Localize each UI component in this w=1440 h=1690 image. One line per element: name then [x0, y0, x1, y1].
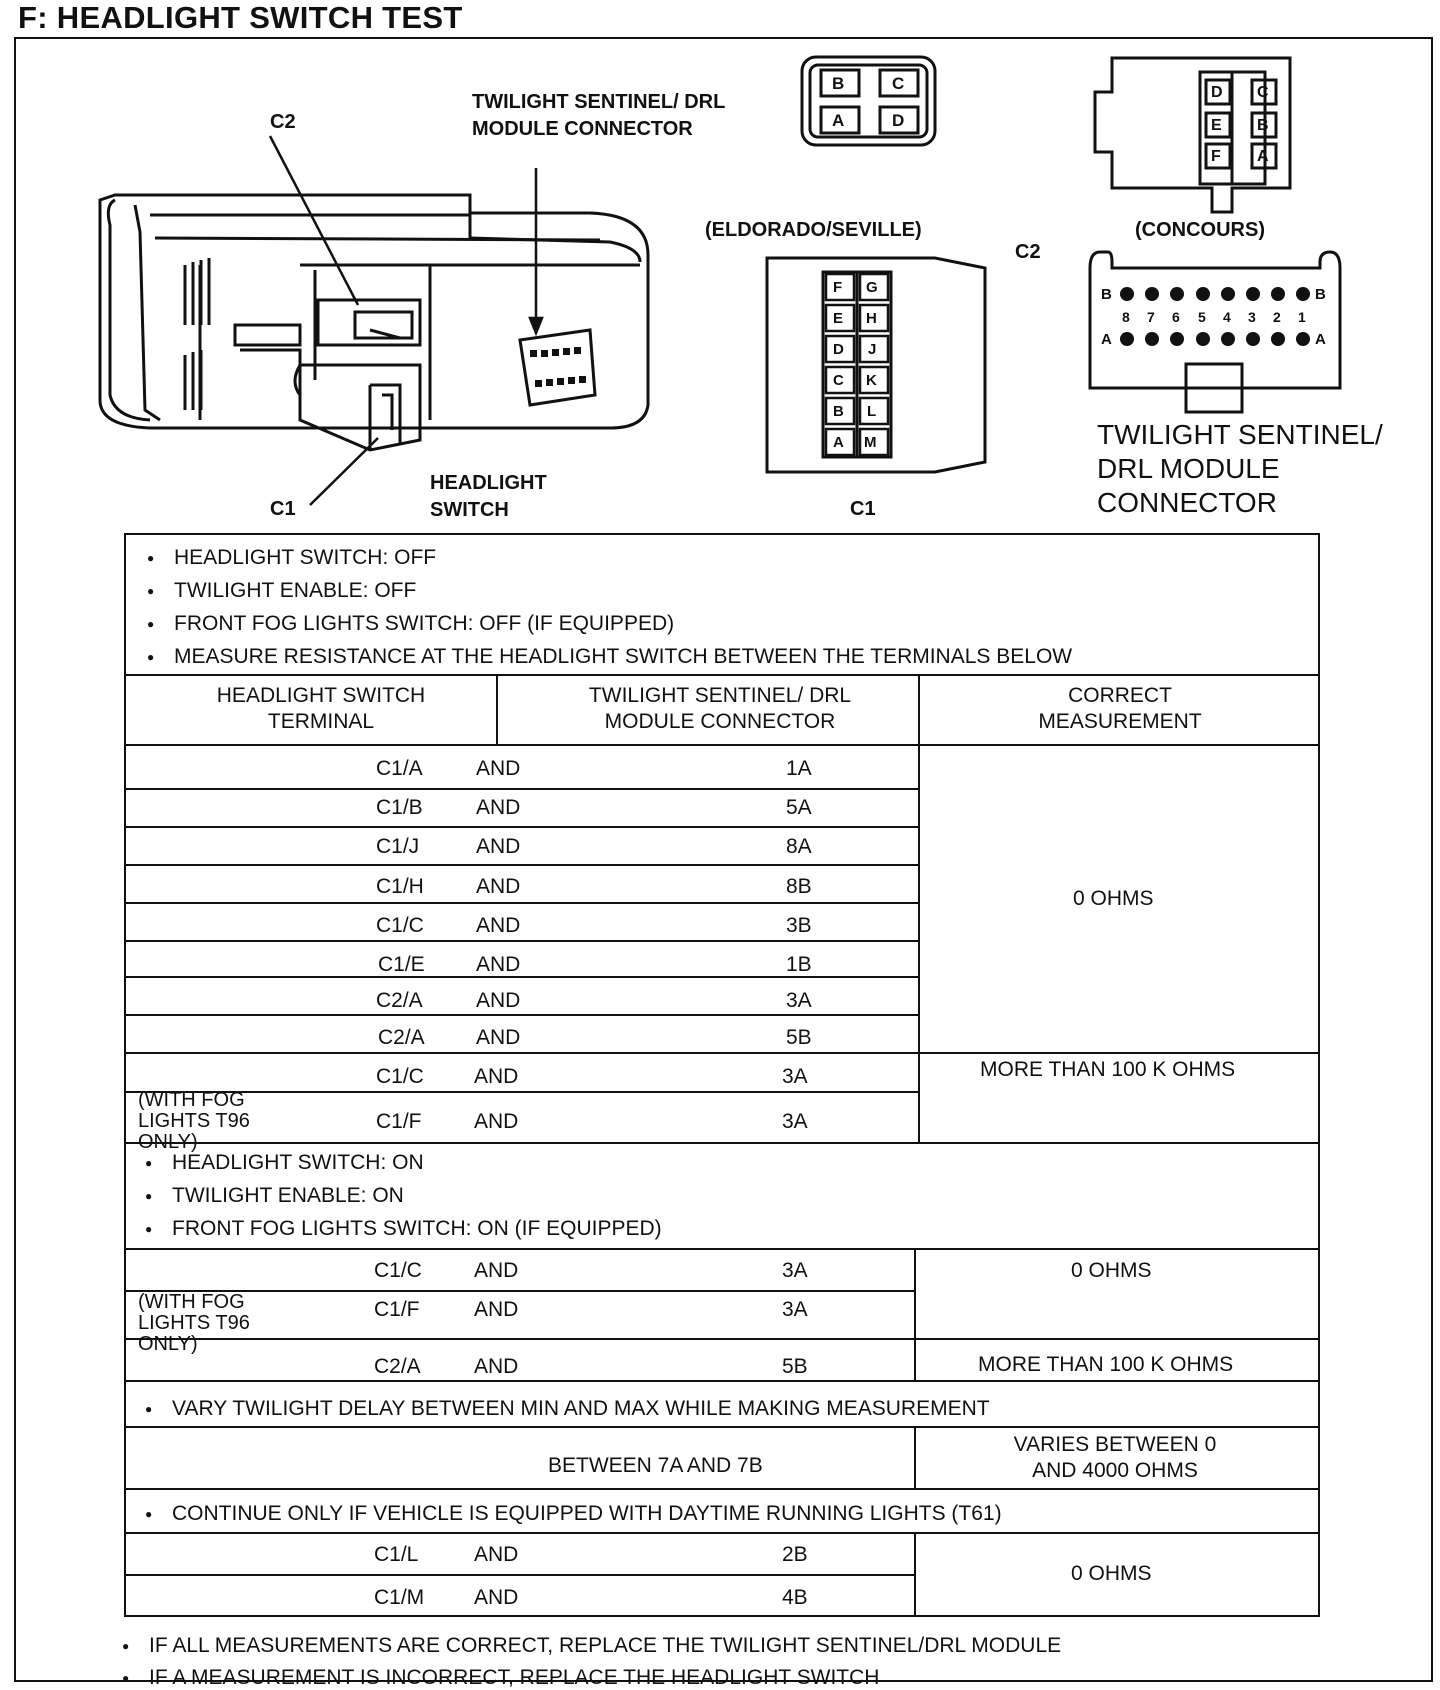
and-label: AND [474, 1355, 519, 1378]
pin-label: G [866, 279, 878, 296]
pin-number: 8 [1122, 309, 1130, 325]
label-eldorado: (ELDORADO/SEVILLE) [705, 219, 922, 241]
terminal-from: C1/F [374, 1298, 420, 1321]
label-c1-connector: C1 [850, 498, 876, 520]
terminal-from: C1/F [376, 1110, 422, 1133]
measurement-result: 0 OHMS [1073, 887, 1154, 910]
terminal-to: 3A [782, 1065, 808, 1088]
terminal-to: 3A [782, 1110, 808, 1133]
column-header: HEADLIGHT SWITCH TERMINAL [216, 684, 426, 733]
label-c2: C2 [270, 111, 296, 133]
pin-label: E [1211, 117, 1222, 134]
condition-bullet: ● MEASURE RESISTANCE AT THE HEADLIGHT SWITCH BETWEEN THE TERMINALS BELOW [174, 645, 1072, 669]
condition-bullet: ● HEADLIGHT SWITCH: OFF [174, 546, 436, 570]
label-module-connector: TWILIGHT SENTINEL/ DRL MODULE CONNECTOR [472, 91, 725, 140]
measurement-result: VARIES BETWEEN 0 AND 4000 OHMS [1013, 1433, 1217, 1482]
terminal-to: 3A [782, 1298, 808, 1321]
pin-label: A [1257, 148, 1269, 165]
and-label: AND [476, 1026, 521, 1049]
and-label: AND [476, 835, 521, 858]
label-c1: C1 [270, 498, 296, 520]
pin-label: F [833, 279, 843, 296]
terminal-to: 8B [786, 875, 812, 898]
pin-label: A [833, 434, 844, 451]
terminal-to: 5B [782, 1355, 808, 1378]
terminal-from: C1/E [378, 953, 425, 976]
terminal-from: C1/C [374, 1259, 422, 1282]
terminal-to: 5A [786, 796, 812, 819]
page-title: F: HEADLIGHT SWITCH TEST [18, 0, 463, 35]
pin-label: B [833, 403, 844, 420]
label-headlight-switch: HEADLIGHT SWITCH [430, 472, 547, 521]
pin-number: 5 [1198, 309, 1206, 325]
pin-row-label: A [1315, 331, 1326, 348]
pin-label: B [1257, 117, 1269, 134]
terminal-from: C1/M [374, 1586, 425, 1609]
pin-label: H [866, 310, 877, 327]
terminal-from: C1/B [376, 796, 423, 819]
and-label: AND [476, 914, 521, 937]
switch-vent-slots [185, 258, 209, 410]
and-label: AND [476, 796, 521, 819]
pin-row-label: B [1101, 286, 1112, 303]
terminal-to: 2B [782, 1543, 808, 1566]
measurement-result: MORE THAN 100 K OHMS [978, 1353, 1234, 1376]
condition-bullet: ● FRONT FOG LIGHTS SWITCH: ON (IF EQUIPPED) [172, 1217, 662, 1241]
footer-instruction: ● IF ALL MEASUREMENTS ARE CORRECT, REPLACE THE TWILIGHT SENTINEL/DRL MODULE [149, 1634, 1061, 1658]
terminal-from: C2/A [376, 989, 423, 1012]
pin-label: B [832, 74, 845, 93]
terminal-to: 8A [786, 835, 812, 858]
terminal-to: 3A [782, 1259, 808, 1282]
terminal-from: C1/L [374, 1543, 419, 1566]
condition-bullet: ● FRONT FOG LIGHTS SWITCH: OFF (IF EQUIPPED) [174, 612, 674, 636]
fog-note: (WITH FOG LIGHTS T96 ONLY) [138, 1291, 250, 1355]
pin-label: C [892, 74, 905, 93]
and-label: AND [474, 1065, 519, 1088]
and-label: AND [474, 1298, 519, 1321]
pin-label: K [866, 372, 877, 389]
condition-bullet: ● CONTINUE ONLY IF VEHICLE IS EQUIPPED WITH DAYTIME RUNNING LIGHTS (T61) [172, 1502, 1002, 1526]
terminal-from: C2/A [378, 1026, 425, 1049]
label-module-connector-big: TWILIGHT SENTINEL/ DRL MODULE CONNECTOR [1097, 419, 1383, 518]
condition-bullet: ● HEADLIGHT SWITCH: ON [172, 1151, 424, 1175]
terminal-to: 1A [786, 757, 812, 780]
measurement-result: MORE THAN 100 K OHMS [980, 1058, 1236, 1081]
fog-note: (WITH FOG LIGHTS T96 ONLY) [138, 1089, 250, 1153]
and-label: AND [474, 1259, 519, 1282]
and-label: AND [476, 953, 521, 976]
pin-label: L [867, 403, 877, 420]
pin-label: D [833, 341, 844, 358]
pin-number: 7 [1147, 309, 1155, 325]
terminal-from: C1/H [376, 875, 424, 898]
pin-row-label: A [1101, 331, 1112, 348]
measurement-result: 0 OHMS [1071, 1259, 1152, 1282]
terminal-to: 3B [786, 914, 812, 937]
terminal-to: 4B [782, 1586, 808, 1609]
pin-row-label: B [1315, 286, 1326, 303]
label-c2-connector: C2 [1015, 241, 1041, 263]
pin-label: C [833, 372, 844, 389]
module-connector-drawing [1090, 252, 1340, 412]
and-label: AND [474, 1110, 519, 1133]
small-connector-drawing [802, 57, 935, 145]
and-label: AND [476, 989, 521, 1012]
column-header: TWILIGHT SENTINEL/ DRL MODULE CONNECTOR [588, 684, 852, 733]
footer-instruction: ● IF A MEASUREMENT IS INCORRECT, REPLACE THE HEADLIGHT SWITCH [149, 1666, 879, 1690]
pin-number: 3 [1248, 309, 1256, 325]
terminal-from: C1/J [376, 835, 420, 858]
terminal-to: 3A [786, 989, 812, 1012]
pin-number: 2 [1273, 309, 1281, 325]
pin-number: 4 [1223, 309, 1231, 325]
pin-number: 6 [1172, 309, 1180, 325]
pin-label: D [892, 111, 905, 130]
pin-label: M [864, 434, 877, 451]
pin-label: D [1211, 84, 1223, 101]
condition-bullet: ● VARY TWILIGHT DELAY BETWEEN MIN AND MAX WHILE MAKING MEASUREMENT [172, 1397, 990, 1421]
terminal-from: C1/C [376, 1065, 424, 1088]
label-concours: (CONCOURS) [1135, 219, 1265, 241]
condition-bullet: ● TWILIGHT ENABLE: ON [172, 1184, 404, 1208]
pin-number: 1 [1298, 309, 1306, 325]
condition-bullet: ● TWILIGHT ENABLE: OFF [174, 579, 416, 603]
pin-label: C [1257, 84, 1269, 101]
pin-label: F [1211, 148, 1221, 165]
column-header: CORRECT MEASUREMENT [1038, 684, 1202, 733]
terminal-to: 5B [786, 1026, 812, 1049]
pin-label: J [868, 341, 877, 358]
terminal-from: C2/A [374, 1355, 421, 1378]
module-pin-dots [530, 347, 586, 387]
and-label: AND [476, 875, 521, 898]
pin-label: A [832, 111, 845, 130]
terminal-from: C1/C [376, 914, 424, 937]
and-label: AND [476, 757, 521, 780]
measurement-result: 0 OHMS [1071, 1562, 1152, 1585]
and-label: AND [474, 1586, 519, 1609]
between-label: BETWEEN 7A AND 7B [548, 1454, 763, 1477]
and-label: AND [474, 1543, 519, 1566]
terminal-to: 1B [786, 953, 812, 976]
pin-label: E [833, 310, 844, 327]
terminal-from: C1/A [376, 757, 423, 780]
headlight-switch-drawing [100, 195, 648, 450]
leader-lines [270, 136, 542, 505]
